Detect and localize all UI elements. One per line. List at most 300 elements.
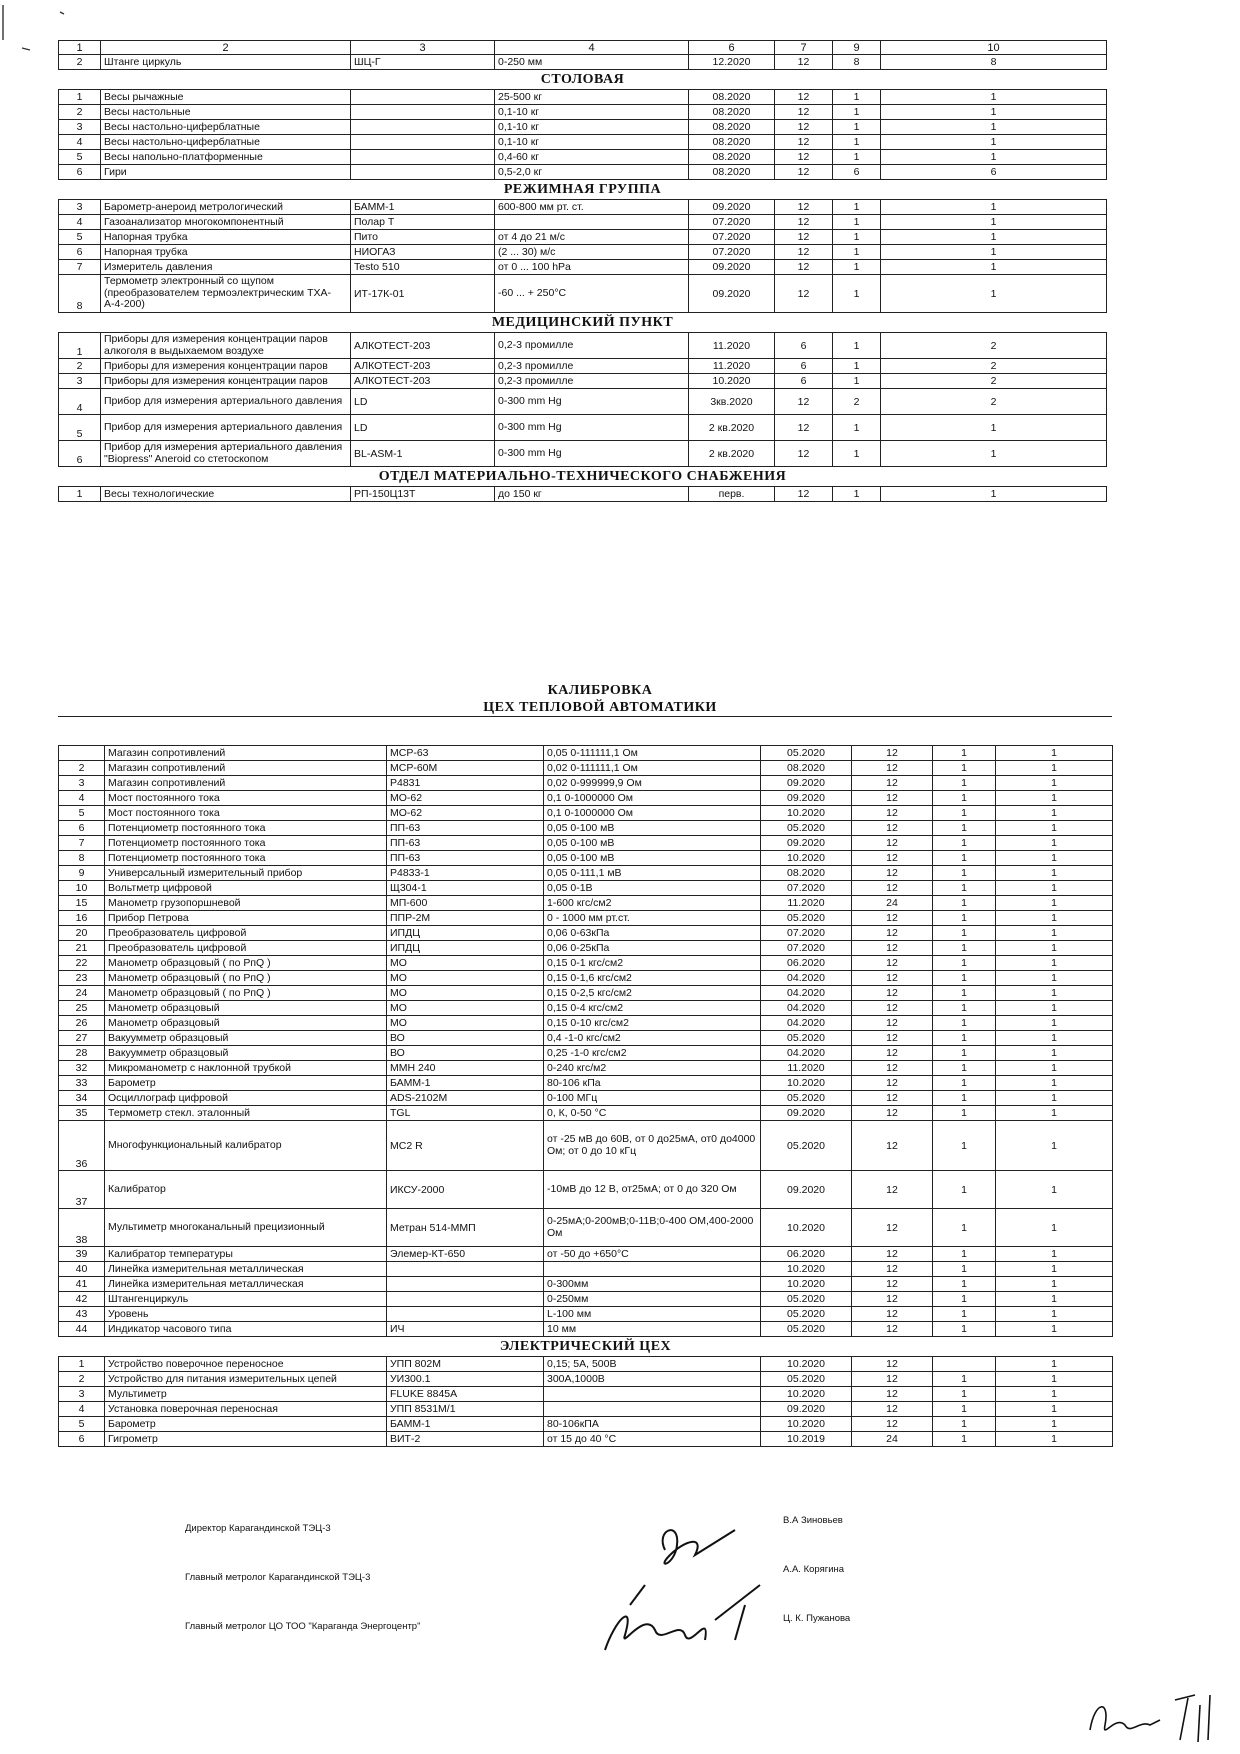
total-cell: 1	[996, 1061, 1113, 1076]
instrument-name-cell: Установка поверочная переносная	[105, 1402, 387, 1417]
model-cell: АЛКОТЕСТ-203	[351, 374, 495, 389]
model-cell: ППР-2М	[387, 911, 544, 926]
model-cell: ИКСУ-2000	[387, 1171, 544, 1209]
total-cell: 1	[881, 200, 1107, 215]
count-cell: 1	[833, 374, 881, 389]
date-cell: 07.2020	[761, 941, 852, 956]
model-cell: МС2 R	[387, 1121, 544, 1171]
date-cell: 10.2020	[689, 374, 775, 389]
range-cell: 0,05 0-100 мВ	[544, 821, 761, 836]
item-number-cell: 9	[59, 866, 105, 881]
model-cell	[387, 1292, 544, 1307]
model-cell	[351, 135, 495, 150]
model-cell: ВО	[387, 1031, 544, 1046]
range-cell: 0,06 0-25кПа	[544, 941, 761, 956]
model-cell: БАММ-1	[387, 1076, 544, 1091]
interval-cell: 12	[852, 776, 933, 791]
model-cell: АЛКОТЕСТ-203	[351, 359, 495, 374]
count-cell: 1	[833, 487, 881, 502]
model-cell: ПП-63	[387, 821, 544, 836]
table-row	[59, 1016, 1113, 1031]
total-cell: 1	[996, 746, 1113, 761]
instrument-name-cell: Устройство для питания измерительных цепей	[105, 1372, 387, 1387]
handwritten-signature	[585, 1510, 795, 1660]
item-number-cell: 40	[59, 1262, 105, 1277]
instrument-name-cell: Штанге циркуль	[101, 55, 351, 70]
count-cell: 1	[933, 1091, 996, 1106]
range-cell: (2 ... 30) м/с	[495, 245, 689, 260]
table-row	[59, 881, 1113, 896]
model-cell: УПП 8531М/1	[387, 1402, 544, 1417]
table-row	[59, 1076, 1113, 1091]
interval-cell: 24	[852, 896, 933, 911]
date-cell: 08.2020	[689, 120, 775, 135]
count-cell: 1	[833, 441, 881, 467]
count-cell: 1	[833, 120, 881, 135]
section-heading-row	[59, 1337, 1113, 1357]
instrument-name-cell: Магазин сопротивлений	[105, 746, 387, 761]
interval-cell: 12	[852, 791, 933, 806]
instrument-name-cell: Калибратор	[105, 1171, 387, 1209]
date-cell: 08.2020	[689, 90, 775, 105]
count-cell: 1	[833, 333, 881, 359]
item-number-cell: 16	[59, 911, 105, 926]
date-cell: 09.2020	[761, 836, 852, 851]
range-cell: от -25 мВ до 60В, от 0 до25мА, от0 до4000 Ом; от 0 до 10 кГц	[544, 1121, 761, 1171]
count-cell: 1	[933, 1372, 996, 1387]
instrument-name-cell: Барометр	[105, 1076, 387, 1091]
interval-cell: 12	[775, 135, 833, 150]
total-cell: 1	[996, 1031, 1113, 1046]
item-number-cell: 1	[59, 90, 101, 105]
count-cell: 1	[933, 806, 996, 821]
date-cell: 08.2020	[689, 150, 775, 165]
table-row	[59, 746, 1113, 761]
interval-cell: 12	[852, 851, 933, 866]
model-cell: МСР-60М	[387, 761, 544, 776]
range-cell: 0,1-10 кг	[495, 120, 689, 135]
total-cell: 1	[996, 791, 1113, 806]
calibration-table	[58, 745, 1113, 1447]
table-row	[59, 836, 1113, 851]
table-row	[59, 776, 1113, 791]
range-cell: 600-800 мм рт. ст.	[495, 200, 689, 215]
model-cell: ММН 240	[387, 1061, 544, 1076]
count-cell: 1	[933, 1262, 996, 1277]
table-row	[59, 1209, 1113, 1247]
interval-cell: 12	[775, 165, 833, 180]
item-number-cell: 25	[59, 1001, 105, 1016]
interval-cell: 12	[852, 911, 933, 926]
interval-cell: 12	[852, 1171, 933, 1209]
total-cell: 1	[996, 836, 1113, 851]
instrument-name-cell: Универсальный измерительный прибор	[105, 866, 387, 881]
count-cell: 1	[833, 260, 881, 275]
count-cell: 1	[833, 150, 881, 165]
date-cell: 05.2020	[761, 1292, 852, 1307]
model-cell: МО-62	[387, 791, 544, 806]
range-cell: 0,05 0-100 мВ	[544, 851, 761, 866]
range-cell	[544, 1262, 761, 1277]
date-cell: 04.2020	[761, 1001, 852, 1016]
date-cell: 05.2020	[761, 1372, 852, 1387]
range-cell: 300А,1000В	[544, 1372, 761, 1387]
instrument-name-cell: Устройство поверочное переносное	[105, 1357, 387, 1372]
total-cell: 1	[996, 956, 1113, 971]
item-number-cell: 2	[59, 761, 105, 776]
item-number-cell: 8	[59, 275, 101, 313]
table-row	[59, 851, 1113, 866]
instrument-name-cell: Преобразователь цифровой	[105, 941, 387, 956]
header-cell: 6	[689, 41, 775, 55]
item-number-cell: 5	[59, 230, 101, 245]
date-cell: 10.2020	[761, 1076, 852, 1091]
interval-cell: 12	[852, 941, 933, 956]
date-cell: 09.2020	[761, 791, 852, 806]
total-cell: 1	[881, 441, 1107, 467]
item-number-cell: 37	[59, 1171, 105, 1209]
item-number-cell: 39	[59, 1247, 105, 1262]
total-cell: 1	[996, 1209, 1113, 1247]
table-row	[59, 1091, 1113, 1106]
range-cell: 0,05 0-1В	[544, 881, 761, 896]
interval-cell: 12	[852, 1209, 933, 1247]
interval-cell: 12	[852, 1106, 933, 1121]
item-number-cell: 44	[59, 1322, 105, 1337]
instrument-name-cell: Весы напольно-платформенные	[101, 150, 351, 165]
range-cell: 0-240 кгс/м2	[544, 1061, 761, 1076]
date-cell: 2 кв.2020	[689, 415, 775, 441]
interval-cell: 12	[775, 215, 833, 230]
interval-cell: 12	[852, 1247, 933, 1262]
interval-cell: 6	[775, 374, 833, 389]
date-cell: 11.2020	[761, 1061, 852, 1076]
item-number-cell: 5	[59, 415, 101, 441]
table-row	[59, 1247, 1113, 1262]
interval-cell: 12	[775, 389, 833, 415]
table-row	[59, 200, 1107, 215]
instrument-name-cell: Потенциометр постоянного тока	[105, 851, 387, 866]
item-number-cell: 1	[59, 487, 101, 502]
interval-cell: 12	[852, 926, 933, 941]
date-cell: 09.2020	[761, 1171, 852, 1209]
item-number-cell: 26	[59, 1016, 105, 1031]
count-cell: 1	[933, 881, 996, 896]
interval-cell: 12	[852, 1091, 933, 1106]
date-cell: 09.2020	[689, 275, 775, 313]
interval-cell: 12	[775, 150, 833, 165]
model-cell: МСР-63	[387, 746, 544, 761]
total-cell: 1	[996, 1262, 1113, 1277]
page-corner-initials	[1080, 1680, 1230, 1750]
item-number-cell: 4	[59, 791, 105, 806]
table-row	[59, 896, 1113, 911]
total-cell: 1	[996, 1387, 1113, 1402]
total-cell: 1	[996, 1322, 1113, 1337]
item-number-cell: 6	[59, 245, 101, 260]
table-row	[59, 911, 1113, 926]
date-cell: 08.2020	[689, 135, 775, 150]
count-cell: 1	[833, 415, 881, 441]
table-row	[59, 215, 1107, 230]
instrument-name-cell: Мост постоянного тока	[105, 806, 387, 821]
item-number-cell: 43	[59, 1307, 105, 1322]
range-cell: 0,05 0-111,1 мВ	[544, 866, 761, 881]
total-cell: 1	[996, 1016, 1113, 1031]
table-row	[59, 1171, 1113, 1209]
model-cell: Щ304-1	[387, 881, 544, 896]
instrument-name-cell: Магазин сопротивлений	[105, 761, 387, 776]
model-cell	[351, 120, 495, 135]
interval-cell: 12	[852, 1061, 933, 1076]
range-cell: 0,06 0-63кПа	[544, 926, 761, 941]
table-row	[59, 1307, 1113, 1322]
total-cell: 1	[996, 986, 1113, 1001]
date-cell: 11.2020	[689, 333, 775, 359]
date-cell: 07.2020	[689, 215, 775, 230]
instrument-name-cell: Мультиметр	[105, 1387, 387, 1402]
section-title: ЭЛЕКТРИЧЕСКИЙ ЦЕХ	[59, 1337, 1113, 1357]
total-cell: 1	[881, 487, 1107, 502]
item-number-cell: 4	[59, 1402, 105, 1417]
item-number-cell: 6	[59, 1432, 105, 1447]
total-cell: 1	[996, 776, 1113, 791]
range-cell: 0,25 -1-0 кгс/см2	[544, 1046, 761, 1061]
total-cell: 1	[996, 1432, 1113, 1447]
count-cell: 1	[833, 215, 881, 230]
total-cell: 6	[881, 165, 1107, 180]
item-number-cell: 3	[59, 200, 101, 215]
instrument-name-cell: Термометр стекл. эталонный	[105, 1106, 387, 1121]
date-cell: 05.2020	[761, 1031, 852, 1046]
date-cell: 10.2020	[761, 1417, 852, 1432]
range-cell: -60 ... + 250°С	[495, 275, 689, 313]
instrument-name-cell: Микроманометр с наклонной трубкой	[105, 1061, 387, 1076]
date-cell: 11.2020	[761, 896, 852, 911]
item-number-cell: 4	[59, 215, 101, 230]
count-cell: 1	[933, 1247, 996, 1262]
count-cell: 1	[933, 1209, 996, 1247]
item-number-cell: 4	[59, 135, 101, 150]
range-cell: 0-300мм	[544, 1277, 761, 1292]
interval-cell: 6	[775, 333, 833, 359]
table-row	[59, 821, 1113, 836]
table-row	[59, 956, 1113, 971]
range-cell: 0,15 0-2,5 кгс/см2	[544, 986, 761, 1001]
range-cell: 0,5-2,0 кг	[495, 165, 689, 180]
date-cell: 09.2020	[761, 1106, 852, 1121]
model-cell: ИТ-17К-01	[351, 275, 495, 313]
item-number-cell: 3	[59, 776, 105, 791]
model-cell: Пито	[351, 230, 495, 245]
total-cell: 1	[996, 866, 1113, 881]
instrument-name-cell: Напорная трубка	[101, 245, 351, 260]
instrument-name-cell: Уровень	[105, 1307, 387, 1322]
table-row	[59, 1001, 1113, 1016]
count-cell: 1	[933, 1432, 996, 1447]
instrument-name-cell: Многофункциональный калибратор	[105, 1121, 387, 1171]
signatory-name: В.А Зиновьев	[783, 1515, 843, 1526]
range-cell: 0-250мм	[544, 1292, 761, 1307]
range-cell: 80-106кПА	[544, 1417, 761, 1432]
item-number-cell: 42	[59, 1292, 105, 1307]
instrument-name-cell: Приборы для измерения концентрации паров	[101, 374, 351, 389]
count-cell: 1	[933, 941, 996, 956]
item-number-cell: 28	[59, 1046, 105, 1061]
header-cell: 7	[775, 41, 833, 55]
range-cell: 0,15 0-1 кгс/см2	[544, 956, 761, 971]
date-cell: 10.2020	[761, 1209, 852, 1247]
instrument-name-cell: Барометр-анероид метрологический	[101, 200, 351, 215]
interval-cell: 12	[775, 245, 833, 260]
total-cell: 1	[996, 1372, 1113, 1387]
total-cell: 1	[996, 761, 1113, 776]
model-cell: МО	[387, 1016, 544, 1031]
item-number-cell: 3	[59, 1387, 105, 1402]
table-row	[59, 1372, 1113, 1387]
model-cell: УПП 802М	[387, 1357, 544, 1372]
item-number-cell: 3	[59, 120, 101, 135]
model-cell	[387, 1277, 544, 1292]
count-cell: 8	[833, 55, 881, 70]
section-title: МЕДИЦИНСКИЙ ПУНКТ	[59, 313, 1107, 333]
instrument-name-cell: Штангенциркуль	[105, 1292, 387, 1307]
instrument-name-cell: Измеритель давления	[101, 260, 351, 275]
signatory-name: А.А. Корягина	[783, 1564, 845, 1575]
table-row	[59, 120, 1107, 135]
verification-table	[58, 40, 1107, 502]
item-number-cell: 5	[59, 806, 105, 821]
count-cell: 1	[833, 230, 881, 245]
item-number-cell: 5	[59, 150, 101, 165]
instrument-name-cell: Магазин сопротивлений	[105, 776, 387, 791]
interval-cell: 12	[852, 956, 933, 971]
interval-cell: 12	[852, 1372, 933, 1387]
date-cell: 05.2020	[761, 1121, 852, 1171]
instrument-name-cell: Манометр грузопоршневой	[105, 896, 387, 911]
interval-cell: 12	[852, 1292, 933, 1307]
range-cell: от 15 до 40 °С	[544, 1432, 761, 1447]
item-number-cell: 20	[59, 926, 105, 941]
total-cell: 1	[996, 806, 1113, 821]
signature-role: Главный метролог Карагандинской ТЭЦ-3	[185, 1572, 371, 1583]
range-cell: 0-300 mm Hg	[495, 389, 689, 415]
date-cell: 10.2020	[761, 806, 852, 821]
interval-cell: 12	[852, 1322, 933, 1337]
interval-cell: 12	[852, 1387, 933, 1402]
range-cell: 0 - 1000 мм рт.ст.	[544, 911, 761, 926]
range-cell: 0,05 0-100 мВ	[544, 836, 761, 851]
total-cell: 1	[881, 245, 1107, 260]
date-cell: 05.2020	[761, 1091, 852, 1106]
table-row	[59, 1046, 1113, 1061]
instrument-name-cell: Манометр образцовый	[105, 1016, 387, 1031]
model-cell	[387, 1307, 544, 1322]
header-cell: 1	[59, 41, 101, 55]
table-row	[59, 487, 1107, 502]
table-row	[59, 1357, 1113, 1372]
range-cell: 0-300 mm Hg	[495, 415, 689, 441]
item-number-cell: 2	[59, 359, 101, 374]
model-cell: ШЦ-Г	[351, 55, 495, 70]
range-cell: от -50 до +650°С	[544, 1247, 761, 1262]
item-number-cell: 6	[59, 821, 105, 836]
item-number-cell: 7	[59, 836, 105, 851]
item-number-cell: 4	[59, 389, 101, 415]
model-cell: БАММ-1	[351, 200, 495, 215]
item-number-cell: 6	[59, 441, 101, 467]
signatory-name: Ц. К. Пужанова	[783, 1613, 851, 1624]
interval-cell: 12	[775, 105, 833, 120]
model-cell: Р4831	[387, 776, 544, 791]
range-cell: 80-106 кПа	[544, 1076, 761, 1091]
model-cell: ADS-2102M	[387, 1091, 544, 1106]
table-row	[59, 165, 1107, 180]
count-cell: 1	[933, 1292, 996, 1307]
instrument-name-cell: Манометр образцовый ( по РпQ )	[105, 956, 387, 971]
model-cell: МО	[387, 956, 544, 971]
total-cell: 1	[881, 275, 1107, 313]
total-cell: 1	[996, 926, 1113, 941]
table-row	[59, 1106, 1113, 1121]
signature-role: Директор Карагандинской ТЭЦ-3	[185, 1523, 331, 1534]
instrument-name-cell: Потенциометр постоянного тока	[105, 836, 387, 851]
date-cell: 11.2020	[689, 359, 775, 374]
interval-cell: 12	[852, 1001, 933, 1016]
count-cell: 1	[833, 105, 881, 120]
range-cell: от 4 до 21 м/с	[495, 230, 689, 245]
count-cell: 1	[933, 1121, 996, 1171]
range-cell: L-100 мм	[544, 1307, 761, 1322]
count-cell: 1	[933, 1277, 996, 1292]
date-cell: 09.2020	[761, 1402, 852, 1417]
model-cell: Testo 510	[351, 260, 495, 275]
item-number-cell: 36	[59, 1121, 105, 1171]
table-row	[59, 761, 1113, 776]
count-cell: 1	[933, 926, 996, 941]
count-cell: 1	[933, 1076, 996, 1091]
item-number-cell: 33	[59, 1076, 105, 1091]
interval-cell: 12	[852, 986, 933, 1001]
model-cell: Метран 514-ММП	[387, 1209, 544, 1247]
count-cell: 1	[933, 1171, 996, 1209]
count-cell: 1	[933, 1387, 996, 1402]
instrument-name-cell: Приборы для измерения концентрации паров	[101, 359, 351, 374]
table-header-row	[59, 41, 1107, 55]
instrument-name-cell: Весы технологические	[101, 487, 351, 502]
item-number-cell: 2	[59, 1372, 105, 1387]
instrument-name-cell: Прибор Петрова	[105, 911, 387, 926]
range-cell: 0,2-3 промилле	[495, 359, 689, 374]
table-row	[59, 374, 1107, 389]
table-row	[59, 230, 1107, 245]
section-title: СТОЛОВАЯ	[59, 70, 1107, 90]
count-cell: 1	[933, 746, 996, 761]
count-cell: 1	[933, 1417, 996, 1432]
header-cell: 4	[495, 41, 689, 55]
model-cell: НИОГАЗ	[351, 245, 495, 260]
total-cell: 1	[996, 1357, 1113, 1372]
instrument-name-cell: Гири	[101, 165, 351, 180]
model-cell: TGL	[387, 1106, 544, 1121]
total-cell: 1	[996, 1121, 1113, 1171]
total-cell: 1	[881, 150, 1107, 165]
count-cell: 1	[933, 911, 996, 926]
instrument-name-cell: Гигрометр	[105, 1432, 387, 1447]
count-cell: 1	[933, 821, 996, 836]
item-number-cell: 3	[59, 374, 101, 389]
date-cell: 04.2020	[761, 971, 852, 986]
